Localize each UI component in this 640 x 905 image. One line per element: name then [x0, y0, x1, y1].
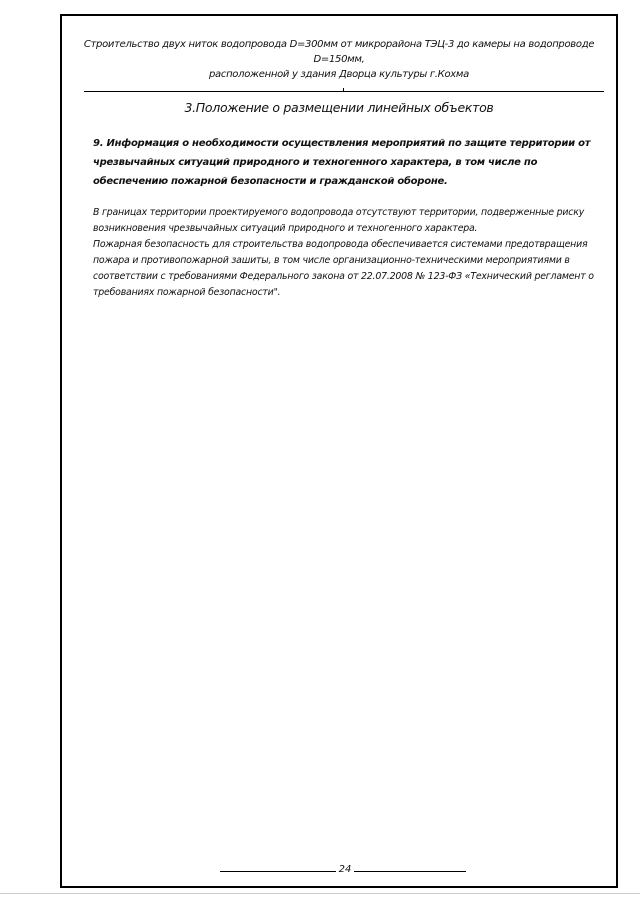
page-bottom-edge — [0, 893, 640, 894]
body-text — [93, 205, 608, 301]
paragraph-fire-safety: Пожарная безопасность для строительства водопровода обеспечивается системами предотвращения пожара и противопожарной зашиты, в том числе организационно-техническими мероприятиями в соответствии с требованиями Федерального закона от 22.07.2008 № 123-ФЗ «Технический регламент о требованиях пожарной безопасности". — [93, 239, 594, 298]
paragraph-territory: В границах территории проектируемого водопровода отсутствуют территории, подверженные риску возникновения чрезвычайных ситуаций природного и техногенного характера. — [93, 207, 585, 234]
section-title: 3.Положение о размещении линейных объектов — [184, 100, 494, 115]
footer-rule-left — [220, 871, 336, 872]
page-number: 24 — [338, 864, 352, 875]
header-divider-tick — [343, 88, 344, 92]
header-title-line-2: расположенной у здания Дворца культуры г.Кохма — [209, 69, 469, 80]
header-title-line-1: Строительство двух ниток водопровода D=300мм от микрорайона ТЭЦ-3 до камеры на водопроводе D=150мм, — [83, 39, 595, 65]
footer-rule-right — [354, 871, 466, 872]
header-divider — [84, 91, 604, 92]
info-heading: 9. Информация о необходимости осуществления мероприятий по защите территории от чрезвычайных ситуаций природного и техногенного характера, в том числе по обеспечению пожарной безопасности и гражданской обороне. — [93, 138, 591, 187]
document-header — [62, 37, 616, 82]
